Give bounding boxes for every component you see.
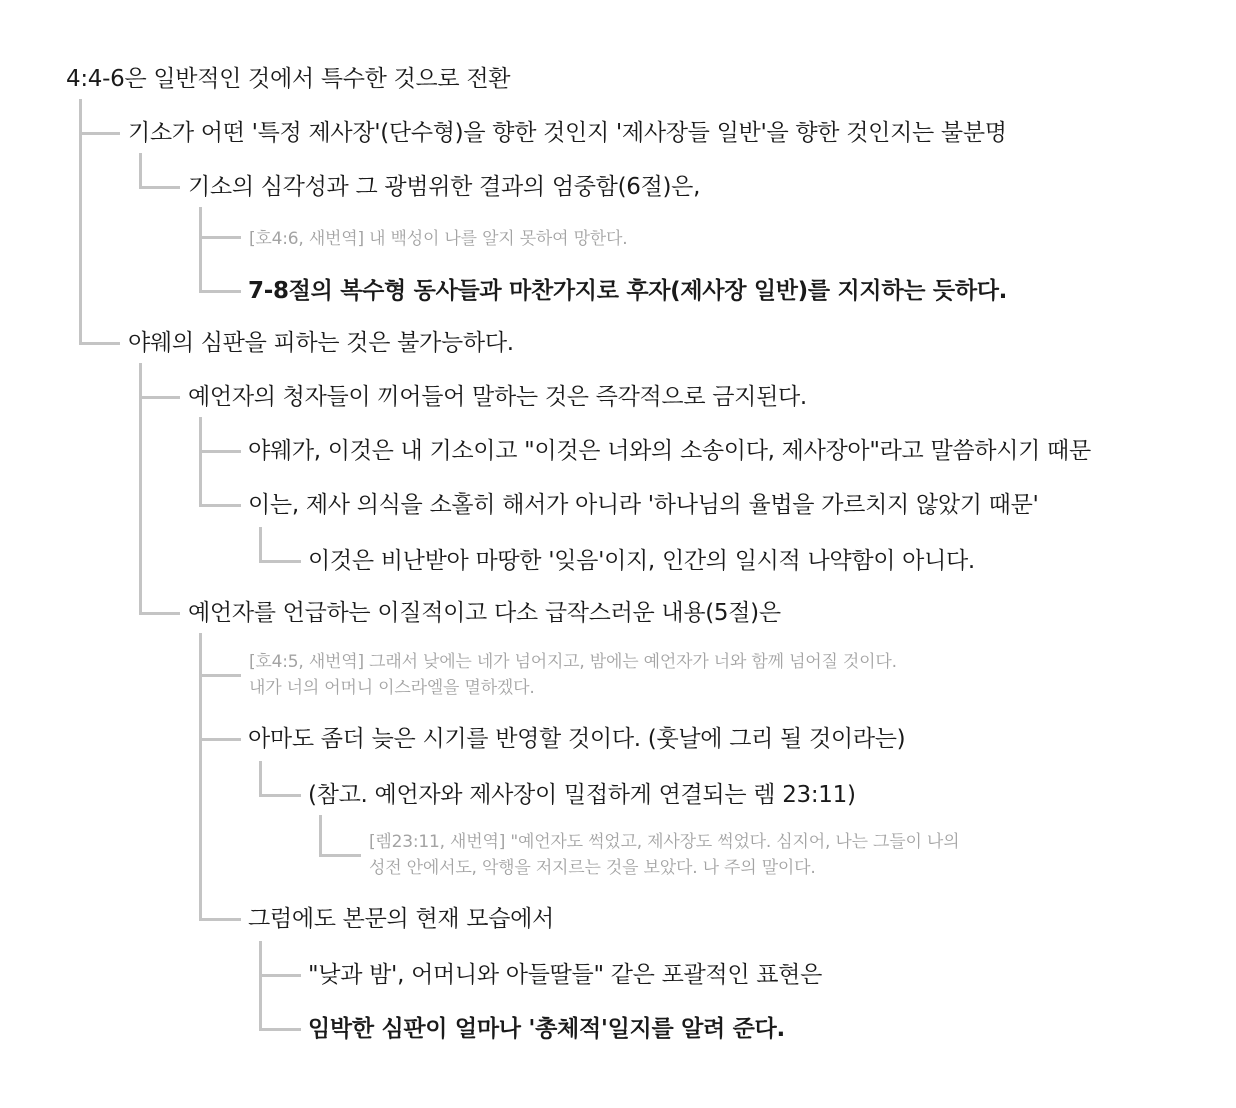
- node-not-teaching-law: 이는, 제사 의식을 소홀히 해서가 아니라 '하나님의 율법을 가르치지 않았기 때문': [248, 492, 1039, 518]
- node-hearers-forbidden: 예언자의 청자들이 끼어들어 말하는 것은 즉각적으로 금지된다.: [188, 384, 807, 410]
- connector-n1-1-b: [199, 207, 241, 293]
- node-total-judgment: 임박한 심판이 얼마나 '총체적'일지를 알려 준다.: [308, 1016, 785, 1042]
- node-plural-verbs: 7-8절의 복수형 동사들과 마찬가지로 후자(제사장 일반)를 지지하는 듯하다.: [248, 278, 1008, 304]
- node-prophet-mention: 예언자를 언급하는 이질적이고 다소 급작스러운 내용(5절)은: [188, 600, 781, 626]
- node-current-text: 그럼에도 본문의 현재 모습에서: [248, 906, 554, 932]
- connector-n2-2-1-1: [259, 761, 301, 797]
- connector-n2-2-2-b: [259, 941, 301, 1031]
- connector-n1-1: [139, 153, 180, 189]
- quote-hosea-4-6: [249, 226, 627, 252]
- quote-line: [호4:6, 새번역] 내 백성이 나를 알지 못하여 망한다.: [249, 229, 628, 249]
- node-accusation-severity: 기소의 심각성과 그 광범위한 결과의 엄중함(6절)은,: [188, 174, 701, 200]
- node-forgetting: 이것은 비난받아 마땅한 '잊음'이지, 인간의 일시적 나약함이 아니다.: [308, 548, 975, 574]
- connector-n2-1-2: [199, 417, 241, 507]
- connector-n2-2-2: [199, 633, 241, 921]
- node-accusation-target: 기소가 어떤 '특정 제사장'(단수형)을 향한 것인지 '제사장들 일반'을 향한 것인지는 불분명: [128, 120, 1007, 146]
- node-judgment-inescapable: 야웨의 심판을 피하는 것은 불가능하다.: [128, 330, 514, 356]
- quote-hosea-4-5: [249, 649, 897, 701]
- node-comprehensive-expression: "낮과 밤', 어머니와 아들딸들" 같은 포괄적인 표현은: [308, 962, 823, 988]
- quote-line: [렘23:11, 새번역] "예언자도 썩었고, 제사장도 썩었다. 심지어, 나는 그들이 나의: [369, 832, 960, 852]
- node-later-period: 아마도 좀더 늦은 시기를 반영할 것이다. (훗날에 그리 될 것이라는): [248, 726, 906, 752]
- root-node: 4:4-6은 일반적인 것에서 특수한 것으로 전환: [66, 66, 511, 92]
- connector-q3: [319, 815, 361, 857]
- node-yahweh-lawsuit: 야웨가, 이것은 내 기소이고 "이것은 너와의 소송이다, 제사장아"라고 말씀하시기 때문: [248, 438, 1091, 464]
- quote-jeremiah-23-11: [369, 829, 959, 881]
- connector-n2-2: [139, 363, 180, 615]
- quote-line: [호4:5, 새번역] 그래서 낮에는 네가 넘어지고, 밤에는 예언자가 너와 함께 넘어질 것이다.: [249, 652, 897, 672]
- connector-n2-1-2-1: [259, 527, 301, 563]
- quote-line: 내가 너의 어머니 이스라엘을 멸하겠다.: [249, 678, 535, 698]
- quote-line: 성전 안에서도, 악행을 저지르는 것을 보았다. 나 주의 말이다.: [369, 858, 816, 878]
- connector-n2: [79, 99, 120, 345]
- node-jeremiah-reference: (참고. 예언자와 제사장이 밀접하게 연결되는 렘 23:11): [308, 782, 856, 808]
